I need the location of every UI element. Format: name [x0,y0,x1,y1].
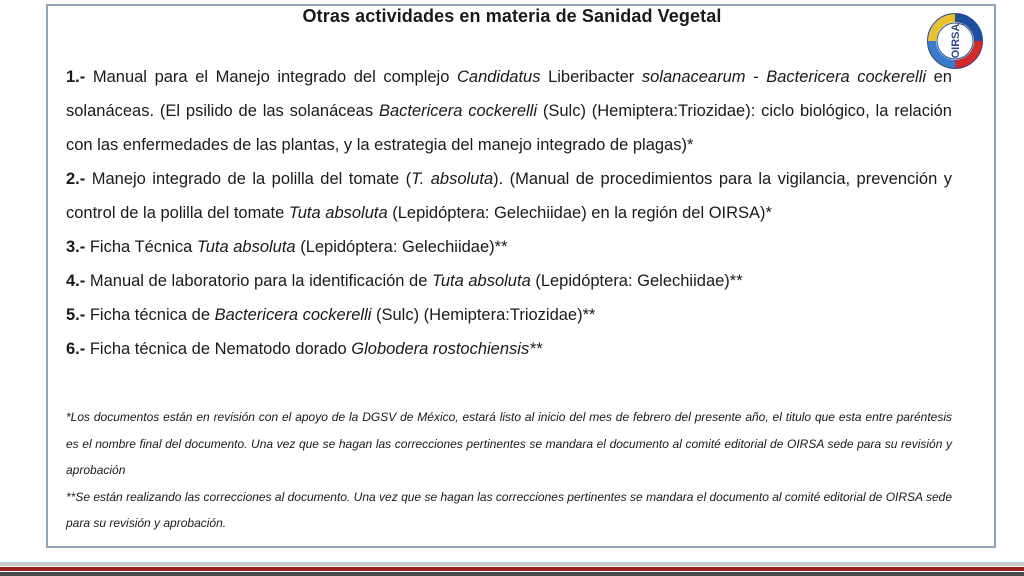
list-item-text: (Sulc) (Hemiptera:Triozidae): ciclo biológico, la relación con las enfermedades de las plantas, y la estrategia del manejo integrado de plagas)* [66,102,952,154]
list-item-number: 3.- [66,238,86,256]
footnote-double-asterisk: **Se están realizando las correcciones al documento. Una vez que se hagan las correcciones pertinentes se mandara el documento al comité editorial de OIRSA sede para su revisión y aprobación. [66,489,952,530]
list-item [66,60,952,162]
list-item-text: Ficha técnica de [85,306,215,324]
activity-list [66,60,952,366]
list-item-text: Manual para el Manejo integrado del complejo [85,68,457,86]
species-name: Bactericera cockerelli [766,68,927,86]
list-item-number: 6.- [66,340,86,358]
list-item-text: Manejo integrado de la polilla del tomate ( [85,170,412,188]
species-name: Globodera rostochiensis** [351,340,543,358]
list-item-text: (Lepidóptera: Gelechiidae)** [530,272,743,290]
list-item-text: Ficha Técnica [85,238,197,256]
list-item-text: ). (Manual de procedimientos para la vigilancia, prevención y control de la polilla del tomate [66,170,952,222]
list-item [66,162,952,230]
slide-title: Otras actividades en materia de Sanidad Vegetal [302,6,722,26]
list-item [66,230,952,264]
list-item-number: 2.- [66,170,86,188]
list-item-text: Manual de laboratorio para la identificación de [85,272,432,290]
species-name: solanacearum [641,68,746,86]
list-item-text: (Lepidóptera: Gelechiidae) en la región del OIRSA)* [387,204,772,222]
species-name: Candidatus [456,68,541,86]
list-item-text: - [745,68,767,86]
list-item-text: Liberibacter [540,68,642,86]
bottom-decorative-bars [0,562,1024,576]
footnote-single-asterisk: *Los documentos están en revisión con el apoyo de la DGSV de México, estará listo al inicio del mes de febrero del presente año, el titulo que esta entre paréntesis es el nombre final del documento. Una vez que se hagan las correcciones pertinentes se mandara el documento al comité editorial de OIRSA sede para su revisión y aprobación [66,410,952,477]
list-item-text: (Sulc) (Hemiptera:Triozidae)** [371,306,596,324]
list-item-number: 5.- [66,306,86,324]
bottom-bar-light [0,562,1024,566]
species-name: Tuta absoluta [196,238,296,256]
species-name: Bactericera cockerelli [378,102,538,120]
list-item-text: (Lepidóptera: Gelechiidae)** [295,238,508,256]
bottom-bar-dark [0,572,1024,576]
list-item-text: Ficha técnica de Nematodo dorado [85,340,352,358]
list-item-number: 4.- [66,272,86,290]
list-item [66,332,952,366]
species-name: Tuta absoluta [288,204,388,222]
species-name: T. absoluta [411,170,494,188]
species-name: Bactericera cockerelli [214,306,372,324]
list-item [66,264,952,298]
footnotes [66,404,952,537]
list-item-number: 1.- [66,68,86,86]
list-item-text: en solanáceas. (El psilido de las solanáceas [66,68,952,120]
list-item [66,298,952,332]
species-name: Tuta absoluta [431,272,531,290]
svg-text:OIRSA: OIRSA [950,23,962,59]
bottom-bar-red [0,567,1024,571]
